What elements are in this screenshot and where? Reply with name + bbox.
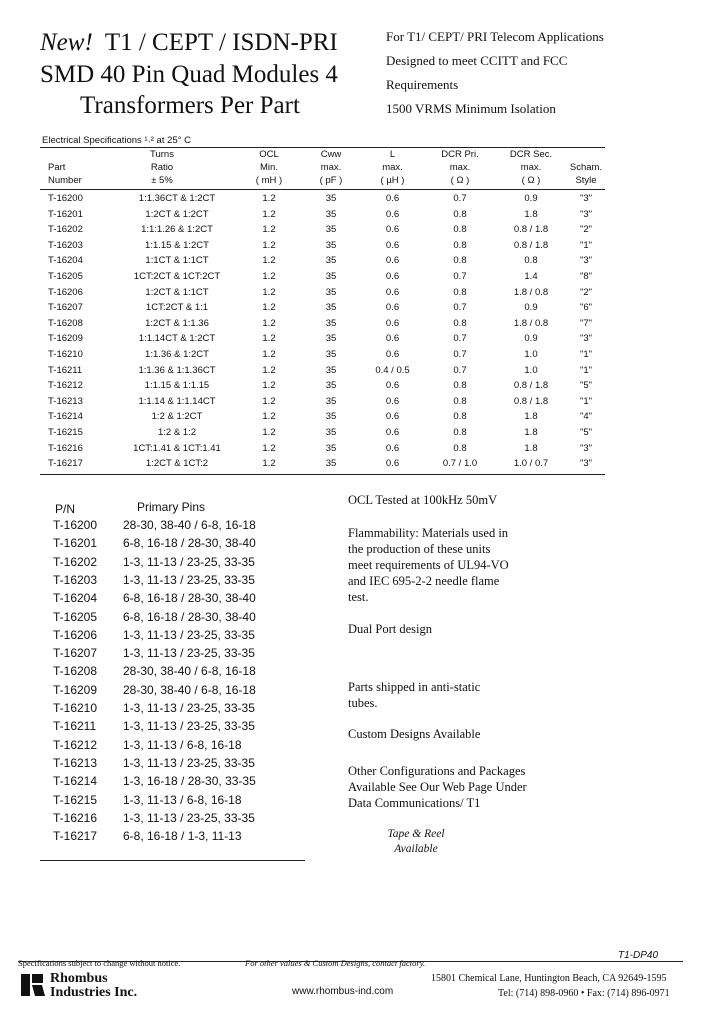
cell-dcr-sec: 0.9: [524, 193, 538, 204]
pins-part-number: T-16203: [53, 572, 98, 587]
cell-turns-ratio: 1CT:2CT & 1CT:2CT: [133, 271, 221, 282]
header-ocl: [249, 148, 289, 187]
cell-turns-ratio: 1:1:1.26 & 1:2CT: [141, 224, 213, 236]
cell-ocl: 1.2: [262, 427, 276, 438]
cell-cww: 35: [325, 411, 337, 423]
cell-dcr-pri: 0.7: [453, 349, 467, 360]
header-schematic-2: Style: [575, 175, 597, 186]
pins-primary-pins: 1-3, 16-18 / 28-30, 33-35: [123, 774, 256, 789]
cell-ocl: 1.2: [262, 286, 276, 298]
pins-part-number: T-16212: [53, 737, 98, 752]
note-flam-3: meet requirements of UL94-VO: [348, 558, 509, 572]
cell-turns-ratio: 1:1.14CT & 1:2CT: [138, 333, 216, 345]
cell-ocl: 1.2: [262, 364, 276, 376]
cell-dcr-sec: 1.8: [524, 442, 538, 454]
cell-ocl: 1.2: [262, 239, 276, 251]
pins-part-number: T-16204: [53, 591, 98, 606]
cell-schematic: "6": [579, 302, 593, 314]
note-tape-reel-1: Tape & Reel: [387, 828, 445, 840]
info-isolation: 1500 VRMS Minimum Isolation: [386, 101, 556, 116]
note-other-3: Data Communications/ T1: [348, 796, 481, 810]
cell-part-number: T-16204: [48, 255, 83, 267]
note-other-2: Available See Our Web Page Under: [348, 780, 527, 794]
cell-dcr-sec: 0.8 / 1.8: [513, 224, 549, 236]
cell-part-number: T-16212: [48, 380, 83, 392]
cell-cww: 35: [325, 193, 337, 204]
spec-table-row: [0, 222, 720, 238]
cell-schematic: "3": [579, 255, 593, 267]
cell-dcr-sec: 1.8 / 0.8: [513, 286, 549, 298]
cell-part-number: T-16213: [48, 395, 83, 407]
pins-part-number: T-16209: [53, 682, 98, 697]
pins-table-row: [0, 626, 310, 644]
pins-primary-pins: 6-8, 16-18 / 28-30, 38-40: [123, 591, 256, 606]
cell-inductance: 0.6: [385, 271, 400, 282]
header-dcr-pri-3: ( Ω ): [450, 175, 470, 186]
doc-id: T1-DP40: [618, 950, 659, 961]
rhombus-logo-icon: [20, 972, 46, 998]
pins-table-row: [0, 589, 310, 607]
pins-table-row: [0, 754, 310, 772]
cell-schematic: "1": [579, 364, 593, 376]
cell-dcr-sec: 0.8 / 1.8: [513, 239, 549, 251]
note-flam-2: the production of these units: [348, 542, 491, 556]
cell-schematic: "3": [579, 442, 593, 454]
cell-dcr-pri: 0.8: [453, 208, 467, 220]
pins-part-number: T-16205: [53, 609, 98, 624]
cell-cww: 35: [325, 286, 337, 298]
pins-primary-pins: 28-30, 38-40 / 6-8, 16-18: [123, 518, 256, 532]
pins-header-pn: P/N: [55, 502, 76, 516]
title-line-1: [40, 28, 338, 57]
note-custom-designs: [348, 726, 480, 742]
pins-table-row: [0, 699, 310, 717]
note-dual-port: [348, 621, 432, 637]
cell-ocl: 1.2: [262, 271, 276, 282]
cell-cww: 35: [325, 302, 337, 314]
info-applications: For T1/ CEPT/ PRI Telecom Applications: [386, 29, 604, 44]
title-line-2: SMD 40 Pin Quad Modules 4: [40, 61, 338, 88]
pins-primary-pins: 1-3, 11-13 / 23-25, 33-35: [123, 701, 255, 715]
header-dcr-pri: [438, 148, 482, 187]
header-dcr-pri-2: max.: [449, 162, 471, 173]
cell-inductance: 0.6: [385, 302, 400, 314]
pins-part-number: T-16200: [53, 518, 98, 532]
pins-primary-pins: 28-30, 38-40 / 6-8, 16-18: [123, 682, 256, 697]
cell-dcr-sec: 1.0: [524, 364, 538, 376]
cell-part-number: T-16206: [48, 286, 83, 298]
pins-part-number: T-16210: [53, 701, 98, 715]
spec-table-row: [0, 207, 720, 223]
company-name-1: Rhombus: [50, 971, 108, 986]
note-custom-text: Custom Designs Available: [348, 727, 481, 741]
cell-inductance: 0.6: [385, 208, 400, 220]
cell-inductance: 0.6: [385, 395, 400, 407]
header-dcr-sec-2: max.: [520, 162, 542, 173]
cell-dcr-pri: 0.8: [453, 380, 467, 392]
note-tape-reel: [0, 827, 720, 857]
cell-inductance: 0.6: [385, 239, 400, 251]
cell-dcr-sec: 1.4: [524, 271, 538, 282]
company-name-2: Industries Inc.: [50, 985, 138, 1000]
header-turns-3: ± 5%: [151, 175, 173, 186]
pins-table-row: [0, 571, 310, 589]
cell-inductance: 0.6: [385, 317, 400, 329]
cell-ocl: 1.2: [262, 442, 276, 454]
header-l-1: L: [389, 149, 396, 160]
cell-schematic: "3": [579, 208, 593, 220]
cell-turns-ratio: 1:1.36 & 1:2CT: [145, 349, 209, 360]
cell-ocl: 1.2: [262, 349, 276, 360]
note-flammability: [348, 525, 509, 605]
header-ocl-1: OCL: [259, 149, 279, 160]
spec-table-row: [0, 441, 720, 457]
cell-dcr-sec: 0.8: [524, 255, 538, 267]
cell-dcr-pri: 0.8: [453, 239, 467, 251]
cell-part-number: T-16217: [48, 458, 83, 470]
pins-table-row: [0, 809, 310, 827]
cell-schematic: "3": [579, 193, 593, 204]
pins-table-row: [0, 681, 310, 699]
note-tape-reel-2: Available: [394, 843, 438, 855]
pins-part-number: T-16213: [53, 755, 98, 770]
cell-part-number: T-16216: [48, 442, 83, 454]
cell-inductance: 0.6: [385, 224, 400, 236]
header-schematic-1: Scham.: [569, 162, 603, 173]
cell-inductance: 0.6: [385, 286, 400, 298]
cell-part-number: T-16209: [48, 333, 83, 345]
cell-schematic: "1": [579, 395, 593, 407]
pins-part-number: T-16211: [53, 719, 97, 734]
cell-turns-ratio: 1:2CT & 1:1.36: [145, 317, 209, 329]
cell-dcr-sec: 0.9: [524, 333, 538, 345]
header-dcr-sec-3: ( Ω ): [521, 175, 541, 186]
table-header: [0, 148, 720, 188]
cell-inductance: 0.6: [385, 193, 400, 204]
cell-cww: 35: [325, 333, 337, 345]
pins-table-body: [0, 516, 320, 851]
spec-table-row: [0, 253, 720, 269]
pins-table-row: [0, 736, 310, 754]
cell-turns-ratio: 1CT:1.41 & 1CT:1.41: [133, 442, 221, 454]
pins-part-number: T-16201: [53, 536, 98, 551]
pins-primary-pins: 1-3, 11-13 / 23-25, 33-35: [123, 646, 255, 661]
cell-cww: 35: [325, 395, 337, 407]
info-designed: Designed to meet CCITT and FCC: [386, 53, 568, 68]
pins-part-number: T-16206: [53, 627, 98, 642]
cell-part-number: T-16203: [48, 239, 83, 251]
cell-schematic: "3": [579, 333, 593, 345]
cell-part-number: T-16208: [48, 317, 83, 329]
cell-inductance: 0.4 / 0.5: [375, 364, 410, 376]
pins-part-number: T-16214: [53, 774, 98, 789]
cell-dcr-sec: 0.9: [524, 302, 538, 314]
cell-inductance: 0.6: [385, 380, 400, 392]
pins-primary-pins: 6-8, 16-18 / 28-30, 38-40: [123, 609, 256, 624]
cell-schematic: "5": [579, 380, 593, 392]
pins-part-number: T-16208: [53, 664, 98, 679]
cell-cww: 35: [325, 271, 337, 282]
cell-ocl: 1.2: [262, 193, 276, 204]
cell-inductance: 0.6: [385, 349, 400, 360]
spec-table-row: [0, 285, 720, 301]
header-part-2: Number: [48, 175, 82, 186]
cell-dcr-pri: 0.8: [453, 317, 467, 329]
pins-table-row: [0, 534, 310, 552]
cell-inductance: 0.6: [385, 333, 400, 345]
pins-header-primary: Primary Pins: [137, 500, 206, 514]
pins-primary-pins: 1-3, 11-13 / 23-25, 33-35: [123, 572, 255, 587]
title-line-3: Transformers Per Part: [80, 92, 300, 119]
title-line-1-text: T1 / CEPT / ISDN-PRI: [104, 29, 338, 56]
spec-table-row: [0, 456, 720, 472]
cell-part-number: T-16202: [48, 224, 83, 236]
header-l-3: ( µH ): [380, 175, 405, 186]
cell-turns-ratio: 1:2CT & 1CT:2: [145, 458, 209, 470]
pins-table-row: [0, 791, 310, 809]
pins-table-row: [0, 662, 310, 680]
pins-primary-pins: 1-3, 11-13 / 23-25, 33-35: [123, 627, 255, 642]
cell-schematic: "7": [579, 317, 593, 329]
cell-dcr-sec: 0.8 / 1.8: [513, 380, 549, 392]
cell-turns-ratio: 1CT:2CT & 1:1: [145, 302, 209, 314]
cell-cww: 35: [325, 208, 337, 220]
spec-table-row: [0, 347, 720, 363]
header-l: [370, 148, 415, 187]
pins-primary-pins: 1-3, 11-13 / 23-25, 33-35: [123, 719, 255, 734]
cell-inductance: 0.6: [385, 255, 400, 267]
cell-inductance: 0.6: [385, 458, 400, 470]
cell-turns-ratio: 1:1.36CT & 1:2CT: [138, 193, 216, 204]
note-ocl-test: [348, 492, 497, 508]
cell-turns-ratio: 1:1.15 & 1:2CT: [145, 239, 209, 251]
spec-table-row: [0, 363, 720, 379]
cell-cww: 35: [325, 317, 337, 329]
cell-cww: 35: [325, 442, 337, 454]
cell-schematic: "2": [579, 286, 593, 298]
header-cww-1: Cww: [320, 149, 342, 160]
spec-table-caption: Electrical Specifications ¹˒² at 25° C: [42, 135, 191, 146]
cell-inductance: 0.6: [385, 442, 400, 454]
cell-cww: 35: [325, 349, 337, 360]
cell-dcr-pri: 0.7: [453, 271, 467, 282]
cell-part-number: T-16210: [48, 349, 83, 360]
header-l-2: max.: [382, 162, 403, 173]
website[interactable]: www.rhombus-ind.com: [292, 986, 394, 997]
spec-table-row: [0, 378, 720, 394]
header-dcr-pri-1: DCR Pri.: [441, 149, 479, 160]
cell-ocl: 1.2: [262, 411, 276, 423]
cell-dcr-sec: 1.8: [524, 427, 538, 438]
cell-dcr-sec: 1.0 / 0.7: [513, 458, 549, 470]
cell-dcr-pri: 0.8: [453, 224, 467, 236]
cell-dcr-pri: 0.7: [453, 333, 467, 345]
cell-turns-ratio: 1:2 & 1:2CT: [151, 411, 203, 423]
pins-part-number: T-16202: [53, 554, 98, 569]
pins-primary-pins: 1-3, 11-13 / 6-8, 16-18: [123, 792, 242, 807]
cell-dcr-sec: 1.8: [524, 411, 538, 423]
pins-table-row: [0, 772, 310, 790]
cell-inductance: 0.6: [385, 411, 400, 423]
note-flam-1: Flammability: Materials used in: [348, 526, 509, 540]
spec-table-row: [0, 191, 720, 207]
pins-part-number: T-16217: [53, 829, 98, 844]
spec-table-row: [0, 409, 720, 425]
pins-table-row: [0, 644, 310, 662]
cell-dcr-pri: 0.8: [453, 442, 467, 454]
note-dual-port-text: Dual Port design: [348, 622, 433, 636]
cell-dcr-pri: 0.7: [453, 364, 467, 376]
cell-schematic: "5": [579, 427, 593, 438]
cell-part-number: T-16215: [48, 427, 83, 438]
pins-table-row: [0, 717, 310, 735]
cell-schematic: "8": [579, 271, 593, 282]
custom-values-note: For other values & Custom Designs, contact factory.: [245, 958, 426, 968]
cell-dcr-pri: 0.8: [453, 411, 467, 423]
header-schematic: [568, 161, 604, 187]
note-anti-static: [348, 679, 480, 711]
pins-table-row: [0, 553, 310, 571]
pins-part-number: T-16216: [53, 810, 98, 825]
cell-turns-ratio: 1:2CT & 1:1CT: [145, 286, 209, 298]
cell-part-number: T-16205: [48, 271, 83, 282]
cell-ocl: 1.2: [262, 208, 276, 220]
cell-ocl: 1.2: [262, 395, 276, 407]
note-anti-static-1: Parts shipped in anti-static: [348, 680, 481, 694]
note-anti-static-2: tubes.: [348, 696, 378, 710]
cell-part-number: T-16201: [48, 208, 83, 220]
cell-schematic: "3": [579, 458, 593, 470]
header-part-1: Part: [48, 162, 66, 173]
cell-cww: 35: [325, 255, 337, 267]
cell-dcr-pri: 0.7 / 1.0: [442, 458, 478, 470]
cell-dcr-pri: 0.8: [453, 286, 467, 298]
pins-primary-pins: 1-3, 11-13 / 23-25, 33-35: [123, 755, 255, 770]
pins-primary-pins: 1-3, 11-13 / 23-25, 33-35: [123, 810, 255, 825]
header-cww: [311, 148, 351, 187]
spec-table-body: [0, 191, 720, 473]
cell-ocl: 1.2: [262, 302, 276, 314]
cell-turns-ratio: 1:1.14 & 1:1.14CT: [138, 395, 216, 407]
spec-table-row: [0, 269, 720, 285]
cell-dcr-sec: 1.0: [524, 349, 538, 360]
cell-turns-ratio: 1:2 & 1:2: [157, 427, 197, 438]
pins-primary-pins: 1-3, 11-13 / 23-25, 33-35: [123, 554, 255, 569]
cell-part-number: T-16200: [48, 193, 83, 204]
note-other-1: Other Configurations and Packages: [348, 764, 526, 778]
cell-cww: 35: [325, 380, 337, 392]
header-ocl-3: ( mH ): [255, 175, 283, 186]
cell-dcr-sec: 0.8 / 1.8: [513, 395, 549, 407]
cell-part-number: T-16214: [48, 411, 83, 423]
cell-dcr-sec: 1.8 / 0.8: [513, 317, 549, 329]
cell-dcr-pri: 0.8: [453, 255, 467, 267]
cell-schematic: "4": [579, 411, 593, 423]
cell-cww: 35: [325, 427, 337, 438]
table-header-rule: [40, 189, 605, 190]
cell-dcr-pri: 0.8: [453, 395, 467, 407]
note-other-configurations: [348, 763, 527, 811]
cell-cww: 35: [325, 458, 337, 470]
cell-ocl: 1.2: [262, 333, 276, 345]
company-address: 15801 Chemical Lane, Huntington Beach, CA 92649-1595: [431, 973, 667, 984]
header-part: [48, 161, 82, 187]
info-requirements: Requirements: [386, 77, 459, 92]
cell-ocl: 1.2: [262, 458, 276, 470]
title-new-label: New!: [40, 29, 93, 56]
note-flam-5: test.: [348, 590, 369, 604]
cell-turns-ratio: 1:1.15 & 1:1.15: [144, 380, 210, 392]
cell-dcr-pri: 0.7: [453, 302, 467, 314]
header-dcr-sec-1: DCR Sec.: [509, 149, 553, 160]
header-dcr-sec: [508, 148, 554, 187]
pins-primary-pins: 1-3, 11-13 / 6-8, 16-18: [123, 737, 242, 752]
pins-bottom-rule: [40, 860, 305, 861]
cell-inductance: 0.6: [385, 427, 400, 438]
cell-cww: 35: [325, 364, 337, 376]
header-turns-2: Ratio: [150, 162, 174, 173]
cell-schematic: "2": [579, 224, 593, 236]
spec-table-row: [0, 331, 720, 347]
spec-table-row: [0, 316, 720, 332]
pins-table-row: [0, 608, 310, 626]
cell-cww: 35: [325, 239, 337, 251]
spec-table-row: [0, 238, 720, 254]
spec-table-row: [0, 425, 720, 441]
cell-ocl: 1.2: [262, 380, 276, 392]
cell-turns-ratio: 1:1.36 & 1:1.36CT: [138, 364, 216, 376]
spec-table-row: [0, 394, 720, 410]
pins-primary-pins: 6-8, 16-18 / 1-3, 11-13: [123, 829, 242, 844]
cell-schematic: "1": [579, 239, 593, 251]
pins-primary-pins: 28-30, 38-40 / 6-8, 16-18: [123, 664, 256, 679]
pins-part-number: T-16207: [53, 646, 98, 661]
pins-part-number: T-16215: [53, 792, 98, 807]
cell-dcr-sec: 1.8: [524, 208, 538, 220]
cell-dcr-pri: 0.8: [453, 427, 467, 438]
note-ocl-text: OCL Tested at 100kHz 50mV: [348, 493, 498, 507]
header-turns-1: Turns: [150, 149, 174, 160]
cell-schematic: "1": [579, 349, 593, 360]
cell-dcr-pri: 0.7: [453, 193, 467, 204]
cell-turns-ratio: 1:2CT & 1:2CT: [145, 208, 209, 220]
header-cww-3: ( pF ): [319, 175, 343, 186]
pins-table-row: [0, 516, 310, 534]
spec-table-row: [0, 300, 720, 316]
cell-ocl: 1.2: [262, 317, 276, 329]
cell-cww: 35: [325, 224, 337, 236]
phone-fax: Tel: (714) 898-0960 • Fax: (714) 896-0971: [498, 988, 670, 999]
cell-ocl: 1.2: [262, 255, 276, 267]
header-ocl-2: Min.: [260, 162, 278, 173]
cell-turns-ratio: 1:1CT & 1:1CT: [145, 255, 209, 267]
cell-part-number: T-16211: [48, 364, 83, 376]
note-flam-4: and IEC 695-2-2 needle flame: [348, 574, 500, 588]
header-cww-2: max.: [320, 162, 342, 173]
pins-primary-pins: 6-8, 16-18 / 28-30, 38-40: [123, 536, 256, 551]
header-turns: [112, 148, 212, 187]
cell-part-number: T-16207: [48, 302, 83, 314]
table-bottom-rule: [40, 474, 605, 475]
cell-ocl: 1.2: [262, 224, 276, 236]
specs-note: Specifications subject to change without notice.: [18, 958, 181, 968]
